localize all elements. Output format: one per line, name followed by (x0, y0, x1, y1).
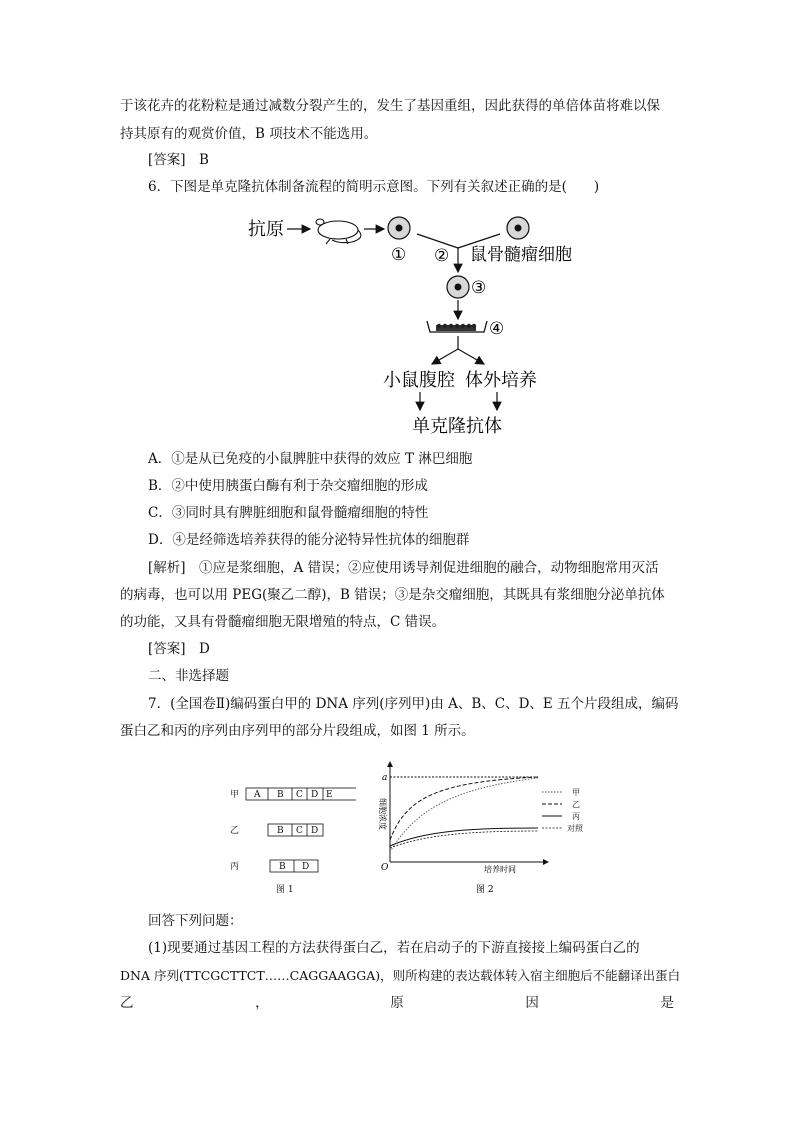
part-1: DNA 序列(TTCGCTTCT……CAGGAAGGA)，则所构建的表达载体转入宿主细胞后不能翻译出蛋白 (120, 968, 681, 983)
option-b: B．②中使用胰蛋白酶有利于杂交瘤细胞的形成 (148, 478, 428, 494)
spaced-word: 乙 (120, 995, 134, 1011)
curve-bing (390, 778, 538, 852)
segment-B: B (279, 862, 286, 872)
legend-control: 对照 (567, 824, 583, 833)
curve-control (390, 828, 538, 846)
in-vitro-label: 体外培养 (465, 370, 537, 391)
answer-label: [答案] B (148, 152, 209, 168)
mouse-cavity-label: 小鼠腹腔 (383, 370, 455, 391)
spaced-word: ， (255, 995, 269, 1011)
x-axis-label: 培养时间 (484, 865, 516, 874)
label-2: ② (434, 246, 450, 266)
text-line: 持其原有的观赏价值，B 项技术不能选用。 (120, 126, 378, 142)
legend-jia: 甲 (572, 788, 580, 797)
myeloma-cell-icon (507, 217, 529, 239)
figure-1 (226, 782, 356, 898)
antigen-label: 抗原 (248, 219, 284, 240)
hybridoma-cell-icon (447, 276, 469, 298)
answer-prompt: 回答下列问题： (148, 913, 243, 929)
curve-control-2 (390, 831, 538, 848)
segment-D: D (311, 826, 319, 836)
question-7: 7．(全国卷Ⅱ)编码蛋白甲的 DNA 序列(序列甲)由 A、B、C、D、E 五个片段组成，编码 (148, 696, 679, 712)
answer-label: [答案] D (148, 641, 210, 657)
analysis-line: [解析] ①应是浆细胞，A 错误；②应使用诱导剂促进细胞的融合，动物细胞常用灭活 (148, 560, 659, 576)
row-label-yi: 乙 (230, 826, 240, 836)
y-axis-label: 细胞浓度 (378, 798, 387, 830)
segment-A: A (254, 790, 261, 800)
mab-flow-diagram (240, 208, 600, 440)
part-1: (1)现要通过基因工程的方法获得蛋白乙，若在启动子的下游直接接上编码蛋白乙的 (148, 940, 640, 956)
spaced-word: 因 (525, 995, 539, 1011)
label-4: ④ (489, 319, 505, 339)
label-3: ③ (471, 278, 487, 298)
text-line: 于该花卉的花粉粒是通过减数分裂产生的，发生了基因重组，因此获得的单倍体苗将难以保 (120, 98, 660, 114)
a-label: a (382, 773, 388, 783)
segment-C: C (296, 790, 303, 800)
origin-label: O (381, 863, 389, 873)
myeloma-label: 鼠骨髓瘤细胞 (470, 245, 572, 265)
spaced-word: 原 (390, 995, 404, 1011)
label-1: ① (391, 245, 407, 265)
culture-dish-icon (427, 321, 487, 332)
row-label-bing: 丙 (230, 862, 240, 872)
row-label-jia: 甲 (230, 790, 240, 800)
spaced-word: 是 (660, 995, 674, 1011)
option-c: C．③同时具有脾脏细胞和鼠骨髓瘤细胞的特性 (148, 505, 429, 521)
mab-label: 单克隆抗体 (412, 416, 502, 437)
segment-D: D (302, 862, 310, 872)
question-6: 6．下图是单克隆抗体制备流程的简明示意图。下列有关叙述正确的是( ) (148, 179, 600, 195)
option-a: A．①是从已免疫的小鼠脾脏中获得的效应 T 淋巴细胞 (148, 451, 473, 467)
legend-yi: 乙 (572, 800, 580, 809)
figure-2 (376, 758, 598, 898)
segment-D: D (311, 790, 319, 800)
question-7: 蛋白乙和丙的序列由序列甲的部分片段组成，如图 1 所示。 (120, 723, 475, 739)
option-d: D．④是经筛选培养获得的能分泌特异性抗体的细胞群 (148, 532, 470, 548)
analysis-line: 的功能，又具有骨髓瘤细胞无限增殖的特点，C 错误。 (120, 614, 446, 630)
segment-B: B (277, 790, 284, 800)
mouse-icon (316, 219, 361, 244)
part-1-spaced-line (120, 993, 674, 1013)
section-heading: 二、非选择题 (148, 668, 229, 684)
analysis-line: 的病毒，也可以用 PEG(聚乙二醇)，B 错误；③是杂交瘤细胞，其既具有浆细胞分泌单抗体 (120, 587, 665, 603)
segment-E: E (326, 790, 333, 800)
legend-bing: 丙 (572, 812, 580, 821)
segment-B: B (277, 826, 284, 836)
spleen-cell-icon (388, 217, 410, 239)
segment-C: C (296, 826, 303, 836)
figure-2-caption: 图 2 (476, 885, 494, 895)
figure-1-caption: 图 1 (276, 885, 294, 895)
